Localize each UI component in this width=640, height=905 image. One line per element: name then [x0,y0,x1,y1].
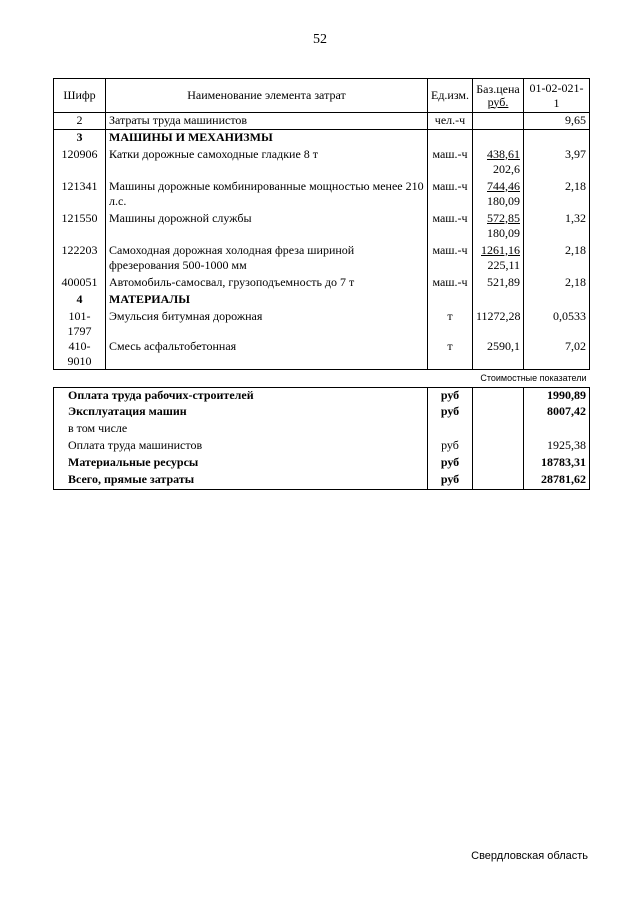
table-row [54,130,590,147]
row-value: 3,97 [524,147,590,179]
table-row [54,309,590,339]
row-price-value: 438,61 [487,146,520,161]
row-price-value: 572,85 [487,210,520,225]
row-price [473,339,524,370]
row-code: 122203 [54,243,106,275]
summary-unit: руб [428,455,473,472]
summary-row [54,438,590,455]
row-unit: маш.-ч [428,275,473,292]
row-value: 2,18 [524,243,590,275]
summary-row [54,421,590,438]
summary-spacer [473,472,524,489]
summary-row [54,472,590,489]
row-price [473,275,524,292]
table-row [54,113,590,130]
table-row [54,292,590,309]
row-price-secondary: 180,09 [487,225,520,240]
summary-row [54,387,590,404]
row-unit [428,292,473,309]
row-name: МАШИНЫ И МЕХАНИЗМЫ [106,130,428,147]
row-name: Машины дорожные комбинированные мощностью менее 210 л.с. [106,179,428,211]
row-code: 4 [54,292,106,309]
summary-value: 8007,42 [524,404,590,421]
summary-unit: руб [428,438,473,455]
table-row [54,275,590,292]
row-name: Смесь асфальтобетонная [106,339,428,370]
row-unit: т [428,339,473,370]
row-value: 0,0533 [524,309,590,339]
summary-unit: руб [428,472,473,489]
items-body [54,113,590,370]
row-price-secondary: 180,09 [487,193,520,208]
row-unit: маш.-ч [428,147,473,179]
summary-spacer [473,387,524,404]
table-row [54,147,590,179]
row-value: 9,65 [524,113,590,130]
row-name: Эмульсия битумная дорожная [106,309,428,339]
row-price [473,130,524,147]
row-price [473,113,524,130]
row-name: МАТЕРИАЛЫ [106,292,428,309]
summary-row [54,404,590,421]
row-name: Автомобиль-самосвал, грузоподъемность до 7 т [106,275,428,292]
header-price-line2: руб. [487,94,509,109]
summary-spacer [473,421,524,438]
row-name: Катки дорожные самоходные гладкие 8 т [106,147,428,179]
summary-spacer [473,404,524,421]
row-price-value: 521,89 [487,274,520,289]
row-price [473,211,524,243]
header-price-line1: Баз.цена [476,81,520,96]
row-price-value: 744,46 [487,178,520,193]
row-price [473,243,524,275]
summary-name: Оплата труда рабочих-строителей [54,387,428,404]
row-name: Самоходная дорожная холодная фреза шириной фрезерования 500-1000 мм [106,243,428,275]
summary-name: Эксплуатация машин [54,404,428,421]
row-unit: маш.-ч [428,243,473,275]
row-value [524,130,590,147]
row-price-value: 2590,1 [487,338,520,353]
summary-row [54,455,590,472]
header-norm-code: 01-02-021-1 [524,79,590,113]
cost-table [53,78,590,490]
page-number: 52 [313,32,327,47]
row-unit: чел.-ч [428,113,473,130]
summary-name: Всего, прямые затраты [54,472,428,489]
row-value: 1,32 [524,211,590,243]
summary-unit: руб [428,387,473,404]
row-code: 121550 [54,211,106,243]
summary-value: 18783,31 [524,455,590,472]
table-row [54,179,590,211]
row-unit [428,130,473,147]
summary-unit [428,421,473,438]
row-value: 7,02 [524,339,590,370]
summary-unit: руб [428,404,473,421]
caption-row [54,369,590,387]
row-price [473,147,524,179]
summary-spacer [473,455,524,472]
summary-spacer [473,438,524,455]
cost-caption: Стоимостные показатели [480,372,587,383]
row-price-secondary: 225,11 [487,257,520,272]
header-price [473,79,524,113]
header-name: Наименование элемента затрат [106,79,428,113]
row-code: 410-9010 [54,339,106,370]
header-code: Шифр [54,79,106,113]
row-code: 3 [54,130,106,147]
row-price-secondary: 202,6 [493,161,520,176]
summary-value: 1990,89 [524,387,590,404]
row-value [524,292,590,309]
row-price [473,292,524,309]
row-code: 400051 [54,275,106,292]
row-unit: т [428,309,473,339]
table-header [54,79,590,113]
summary-name: в том числе [54,421,428,438]
row-code: 101-1797 [54,309,106,339]
row-price [473,309,524,339]
row-price-value: 1261,16 [481,242,520,257]
summary-value: 28781,62 [524,472,590,489]
summary-value: 1925,38 [524,438,590,455]
row-price-value: 11272,28 [476,308,521,323]
summary-body [54,387,590,489]
footer-region: Свердловская область [471,850,588,862]
summary-name: Оплата труда машинистов [54,438,428,455]
table-row [54,243,590,275]
row-code: 120906 [54,147,106,179]
row-code: 121341 [54,179,106,211]
row-name: Машины дорожной службы [106,211,428,243]
row-unit: маш.-ч [428,211,473,243]
row-value: 2,18 [524,275,590,292]
row-unit: маш.-ч [428,179,473,211]
row-code: 2 [54,113,106,130]
table-row [54,339,590,370]
row-name: Затраты труда машинистов [106,113,428,130]
row-price [473,179,524,211]
summary-value [524,421,590,438]
row-value: 2,18 [524,179,590,211]
table-row [54,211,590,243]
header-unit: Ед.изм. [428,79,473,113]
summary-name: Материальные ресурсы [54,455,428,472]
